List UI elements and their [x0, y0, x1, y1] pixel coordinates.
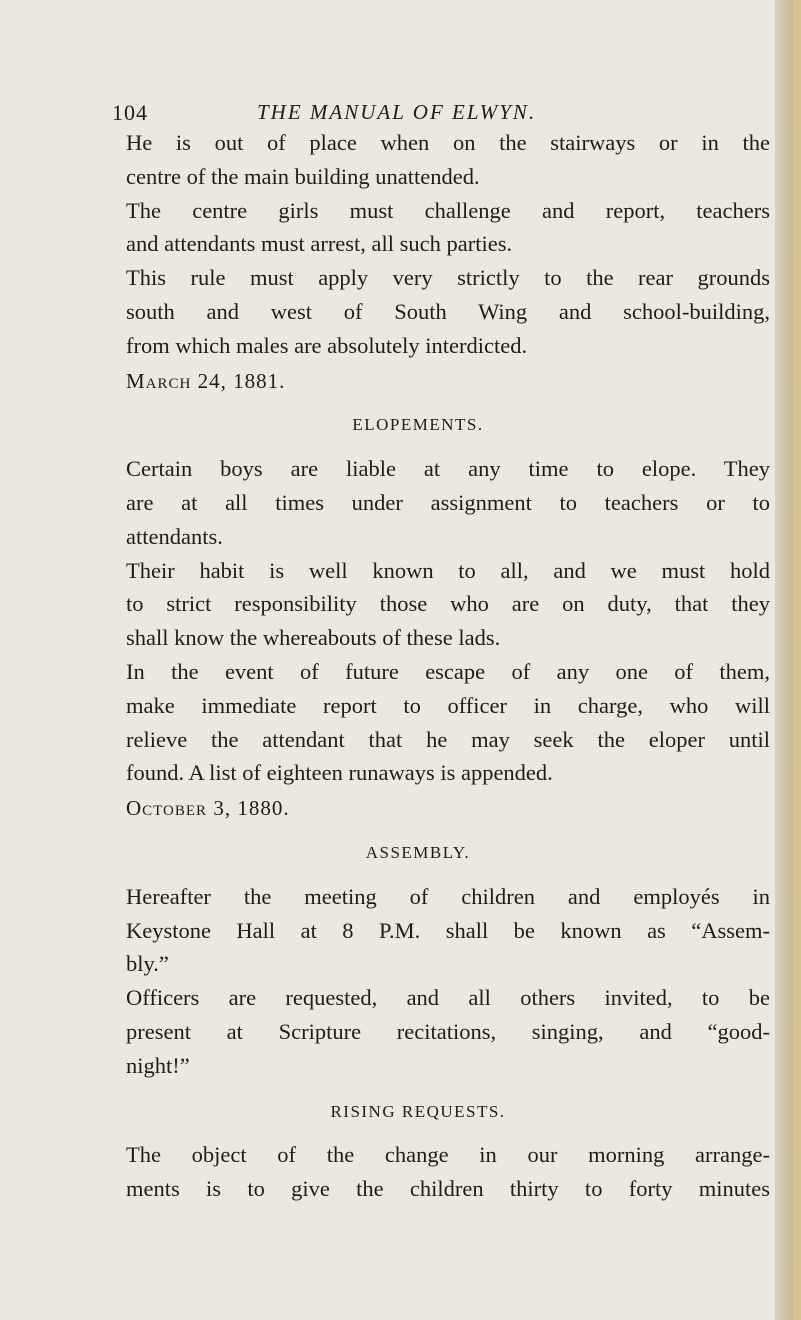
text-line: Their habit is well known to all, and we must hold [126, 557, 770, 583]
text-line: are at all times under assignment to teachers or to [126, 489, 770, 515]
text-line: Hereafter the meeting of children and employés in [126, 883, 770, 909]
text-line: make immediate report to officer in charge, who will [126, 692, 770, 718]
text-line: and attendants must arrest, all such parties. [126, 231, 513, 257]
text-line: shall know the whereabouts of these lads. [126, 625, 501, 651]
text-line: bly.” [126, 951, 169, 977]
text-line: This rule must apply very strictly to the rear grounds [126, 265, 770, 291]
text-line: relieve the attendant that he may seek the eloper until [126, 726, 770, 752]
paragraph-rising [126, 1138, 770, 1206]
text-line: He is out of place when on the stairways or in the [126, 130, 770, 155]
text-line: Keystone Hall at 8 P.M. shall be known as “Assem- [126, 917, 770, 943]
text-line: Certain boys are liable at any time to elope. They [126, 456, 770, 482]
text-line: south and west of South Wing and school-building, [126, 298, 770, 324]
text-line: The centre girls must challenge and report, teachers [126, 197, 770, 223]
text-line: attendants. [126, 523, 223, 549]
text-line: found. A list of eighteen runaways is appended. [126, 760, 553, 786]
text-line: The object of the change in our morning arrange- [126, 1142, 770, 1168]
text-line: from which males are absolutely interdicted. [126, 332, 528, 358]
paragraph-assembly [126, 880, 770, 1083]
text-line: night!” [126, 1052, 190, 1078]
text-line: centre of the main building unattended. [126, 163, 480, 189]
dateline: October 3, 1880. [126, 796, 290, 821]
running-title: THE MANUAL OF ELWYN. [257, 100, 537, 124]
paragraph-stairways [126, 126, 770, 363]
paragraph-elopements [126, 452, 770, 790]
page-body [126, 126, 770, 1206]
section-heading: ASSEMBLY. [365, 842, 471, 862]
section-heading: ELOPEMENTS. [352, 415, 484, 435]
text-line: present at Scripture recitations, singing, and “good- [126, 1018, 770, 1044]
text-line: ments is to give the children thirty to forty minutes [126, 1176, 770, 1202]
dateline: March 24, 1881. [126, 368, 286, 393]
text-line: In the event of future escape of any one of them, [126, 658, 770, 684]
section-heading: RISING REQUESTS. [330, 1101, 506, 1121]
page-edge-shadow [793, 0, 801, 1320]
text-line: to strict responsibility those who are on duty, that they [126, 591, 770, 617]
page-number: 104 [112, 100, 148, 125]
text-line: Officers are requested, and all others invited, to be [126, 985, 770, 1011]
